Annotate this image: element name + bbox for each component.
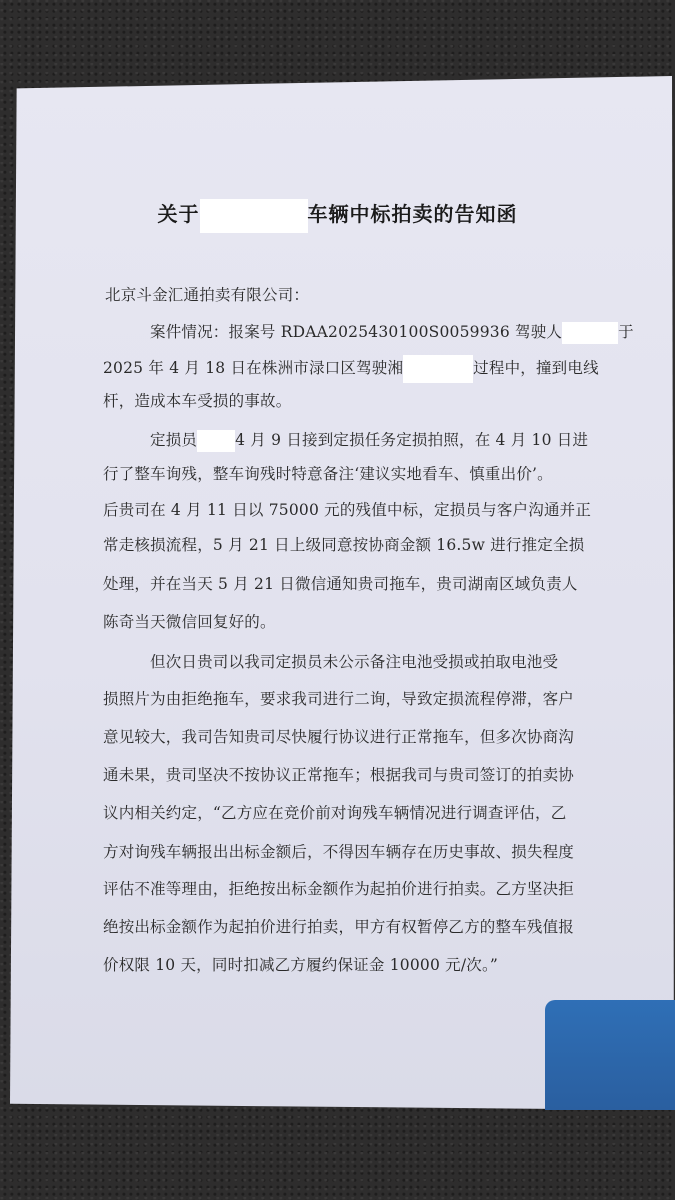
paragraph-line: 常走核损流程，5 月 21 日上级同意按协商金额 16.5w 进行推定全损	[103, 536, 585, 554]
paragraph-line: 杆，造成本车受损的事故。	[103, 392, 292, 410]
paragraph-line: 通未果，贵司坚决不按协议正常拖车；根据我司与贵司签订的拍卖协	[103, 766, 575, 784]
paragraph-line: 案件情况：报案号 RDAA2025430100S0059936 驾驶人 于	[150, 320, 634, 344]
redacted-block	[403, 355, 473, 383]
paragraph-line: 2025 年 4 月 18 日在株洲市渌口区驾驶湘 过程中，撞到电线	[103, 355, 599, 383]
paragraph-line: 绝按出标金额作为起拍价进行拍卖，甲方有权暂停乙方的整车残值报	[103, 918, 575, 936]
paragraph-line: 评估不准等理由，拒绝按出标金额作为起拍价进行拍卖。乙方坚决拒	[103, 880, 575, 898]
redacted-block	[200, 199, 308, 233]
title-prefix: 关于	[157, 202, 200, 226]
paragraph-line: 价权限 10 天，同时扣减乙方履约保证金 10000 元/次。”	[103, 956, 499, 974]
paragraph-line: 后贵司在 4 月 11 日以 75000 元的残值中标，定损员与客户沟通并正	[103, 501, 592, 519]
redacted-block	[562, 322, 618, 344]
paragraph-line: 方对询残车辆报出出标金额后，不得因车辆存在历史事故、损失程度	[103, 843, 575, 861]
paragraph-line: 议内相关约定，“乙方应在竞价前对询残车辆情况进行调查评估，乙	[103, 804, 567, 822]
addressee: 北京斗金汇通拍卖有限公司：	[105, 286, 310, 304]
redacted-block	[197, 430, 235, 452]
document-title	[0, 198, 675, 233]
paragraph-line: 损照片为由拒绝拖车，要求我司进行二询，导致定损流程停滞，客户	[103, 690, 575, 708]
paragraph-line: 定损员 4 月 9 日接到定损任务定损拍照，在 4 月 10 日进	[150, 428, 588, 452]
paragraph-line: 处理，并在当天 5 月 21 日微信通知贵司拖车，贵司湖南区域负责人	[103, 575, 578, 593]
title-suffix: 车辆中标拍卖的告知函	[307, 202, 518, 226]
paragraph-line: 行了整车询残，整车询残时特意备注‘建议实地看车、慎重出价’。	[103, 465, 553, 483]
paragraph-line: 陈奇当天微信回复好的。	[103, 613, 276, 631]
paragraph-line: 但次日贵司以我司定损员未公示备注电池受损或拍取电池受	[150, 653, 559, 671]
blue-object-corner	[545, 1000, 675, 1110]
paragraph-line: 意见较大，我司告知贵司尽快履行协议进行正常拖车，但多次协商沟	[103, 728, 575, 746]
